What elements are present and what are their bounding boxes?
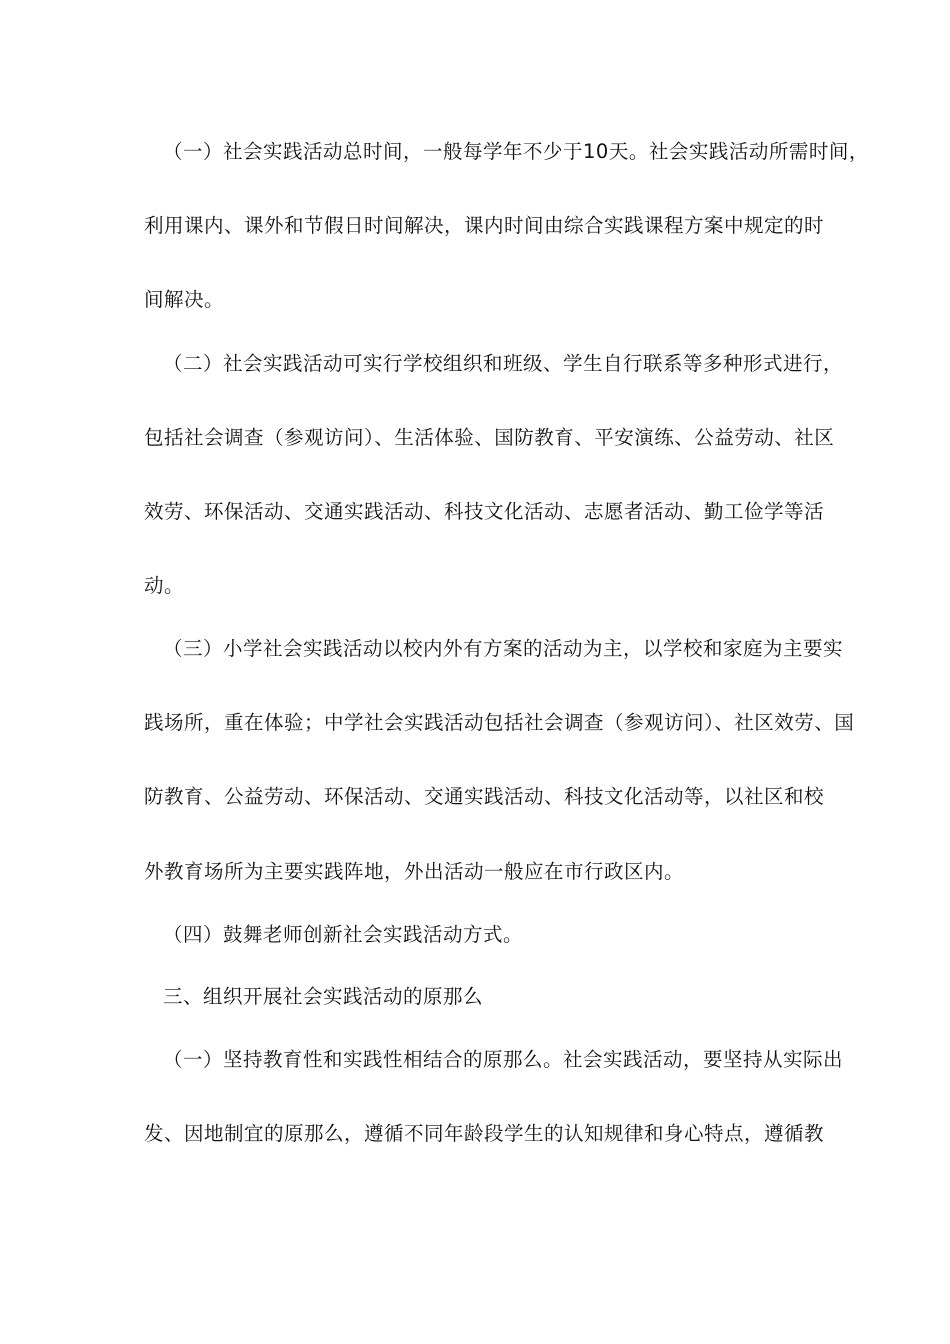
paragraph-3-line-4: 外教育场所为主要实践阵地，外出活动一般应在市行政区内。 (144, 860, 685, 883)
paragraph-2-line-1: （二）社会实践活动可实行学校组织和班级、学生自行联系等多种形式进行， (163, 352, 844, 375)
paragraph-1-line-2: 利用课内、课外和节假日时间解决，课内时间由综合实践课程方案中规定的时 (144, 214, 825, 237)
paragraph-3-line-2: 践场所，重在体验；中学社会实践活动包括社会调查（参观访问）、社区效劳、国 (144, 711, 855, 734)
paragraph-3-line-3: 防教育、公益劳动、环保活动、交通实践活动、科技文化活动等，以社区和校 (144, 785, 825, 808)
paragraph-5-line-2: 发、因地制宜的原那么，遵循不同年龄段学生的认知规律和身心特点，遵循教 (144, 1122, 825, 1145)
paragraph-2-line-3: 效劳、环保活动、交通实践活动、科技文化活动、志愿者活动、勤工俭学等活 (144, 500, 825, 523)
paragraph-5-line-1: （一）坚持教育性和实践性相结合的原那么。社会实践活动，要坚持从实际出 (163, 1048, 844, 1071)
paragraph-1-line-1: （一）社会实践活动总时间，一般每学年不少于10天。社会实践活动所需时间， (163, 140, 869, 163)
paragraph-2-line-4: 动。 (144, 574, 185, 597)
paragraph-4-line-1: （四）鼓舞老师创新社会实践活动方式。 (163, 923, 524, 946)
paragraph-2-line-2: 包括社会调查（参观访问）、生活体验、国防教育、平安演练、公益劳动、社区 (144, 426, 835, 449)
section-heading: 三、组织开展社会实践活动的原那么 (163, 985, 484, 1008)
paragraph-3-line-1: （三）小学社会实践活动以校内外有方案的活动为主，以学校和家庭为主要实 (163, 637, 844, 660)
paragraph-1-line-3: 间解决。 (144, 288, 225, 311)
